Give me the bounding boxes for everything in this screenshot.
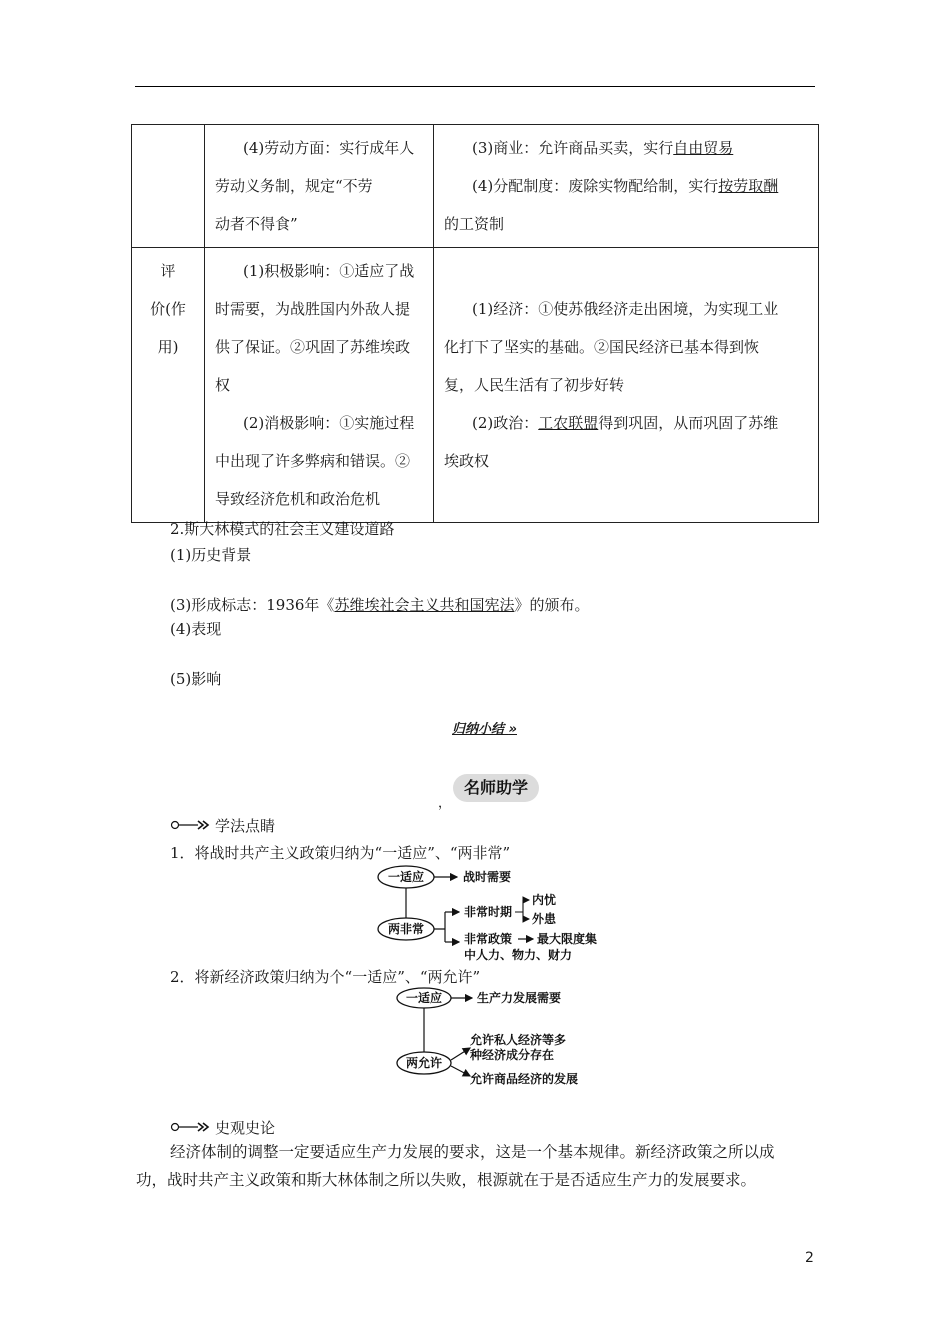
list-item: (5)影响: [170, 670, 222, 688]
underlined-term: 按劳取酬: [718, 177, 779, 195]
cell-line: 时需要，为战胜国内外敌人提: [215, 300, 411, 318]
summary-label-text: 归纳小结: [452, 722, 505, 737]
paragraph-line: 功，战时共产主义政策和斯大林体制之所以失败，根源就在于是否适应生产力的发展要求。: [136, 1171, 757, 1189]
text-fragment: 得到巩固，从而巩固了苏维: [598, 414, 779, 432]
row-label-empty: [132, 125, 205, 248]
cell-line: 劳动义务制，规定“不劳: [215, 177, 373, 195]
diagram-new-economic-policy: [394, 986, 624, 1090]
cell-nep-commerce: [434, 125, 819, 248]
text-fragment: (2)政治：: [472, 414, 539, 432]
branch-label: 允许私人经济等多: [470, 1033, 567, 1047]
bullet-marker-icon: [170, 818, 212, 832]
header-rule: [135, 86, 815, 87]
row-label-evaluation: [132, 248, 205, 523]
node-label: 一适应: [405, 991, 443, 1005]
cell-line: 动者不得食”: [215, 215, 298, 233]
list-item: [170, 594, 589, 615]
underlined-term: 自由贸易: [673, 139, 734, 157]
paragraph: 1．将战时共产主义政策归纳为“一适应”、“两非常”: [170, 844, 511, 862]
node-target: 生产力发展需要: [477, 991, 562, 1005]
node-target: 战时需要: [463, 870, 512, 884]
cell-wartime-evaluation: [205, 248, 434, 523]
list-item: (1)历史背景: [170, 546, 252, 564]
connector: [515, 900, 523, 919]
branch-sub-label: 外患: [532, 912, 557, 926]
cell-line: 供了保证。②巩固了苏维埃政: [215, 338, 411, 356]
cell-line: 埃政权: [444, 452, 490, 470]
cell-nep-evaluation: [434, 248, 819, 523]
cell-line: [444, 404, 808, 442]
paragraph-line: 经济体制的调整一定要适应生产力发展的要求，这是一个基本规律。新经济政策之所以成: [170, 1143, 775, 1161]
diagram-wartime-communism: [375, 862, 635, 964]
page-number: 2: [805, 1250, 814, 1266]
branch-label: 非常政策: [464, 932, 513, 946]
cell-line: (4)劳动方面：实行成年人: [243, 139, 415, 157]
double-chevron-icon: »: [508, 722, 517, 737]
cell-wartime-labor: [205, 125, 434, 248]
cell-line: 的工资制: [444, 215, 505, 233]
table-row: [132, 248, 819, 523]
node-label: 一适应: [387, 870, 425, 884]
branch-label: 允许商品经济的发展: [470, 1072, 579, 1086]
subsection-heading: 史观史论: [215, 1119, 276, 1137]
arrow: [451, 1048, 470, 1060]
arrow: [451, 1066, 470, 1076]
node-label: 两允许: [405, 1056, 443, 1070]
cell-line: (1)积极影响：①适应了战: [243, 262, 415, 280]
branch-result: 中人力、物力、财力: [464, 948, 573, 962]
table-row: [132, 125, 819, 248]
list-item: (4)表现: [170, 620, 222, 638]
cell-line: (2)消极影响：①实施过程: [243, 414, 415, 432]
connector: [434, 912, 445, 942]
cell-line: [444, 167, 808, 205]
cell-line: (1)经济：①使苏俄经济走出困境，为实现工业: [472, 300, 779, 318]
conclusion-paragraph: [136, 1138, 816, 1194]
branch-label: 种经济成分存在: [470, 1048, 555, 1062]
section-badge: 名师助学: [453, 774, 539, 802]
text-fragment: 》的颁布。: [514, 596, 590, 614]
cell-line: 复，人民生活有了初步好转: [444, 376, 625, 394]
paragraph: 2．将新经济政策归纳为个“一适应”、“两允许”: [170, 968, 481, 986]
subsection-heading: 学法点睛: [215, 817, 276, 835]
label-line: 用): [157, 338, 179, 356]
section-title: 2.斯大林模式的社会主义建设道路: [170, 520, 395, 538]
label-line: 价(作: [150, 300, 186, 318]
label-line: 评: [160, 262, 176, 280]
cell-line: 导致经济危机和政治危机: [215, 490, 381, 508]
comparison-table: [131, 124, 819, 523]
underlined-term: 工农联盟: [538, 414, 599, 432]
stray-comma: ，: [438, 796, 452, 811]
cell-line: 化打下了坚实的基础。②国民经济已基本得到恢: [444, 338, 760, 356]
text-fragment: (3)商业：允许商品买卖，实行: [472, 139, 674, 157]
cell-line: 中出现了许多弊病和错误。②: [215, 452, 411, 470]
text-fragment: (3)形成标志：1936年《: [170, 596, 335, 614]
summary-label: [452, 718, 517, 737]
node-label: 两非常: [387, 922, 425, 936]
branch-sub-label: 内忧: [532, 893, 557, 907]
cell-line: [444, 129, 808, 167]
branch-label: 非常时期: [464, 905, 513, 919]
cell-line: 权: [215, 376, 231, 394]
underlined-term: 苏维埃社会主义共和国宪法: [334, 596, 515, 614]
bullet-marker-icon: [170, 1120, 212, 1134]
branch-result: 最大限度集: [537, 932, 598, 946]
text-fragment: (4)分配制度：废除实物配给制，实行: [472, 177, 719, 195]
